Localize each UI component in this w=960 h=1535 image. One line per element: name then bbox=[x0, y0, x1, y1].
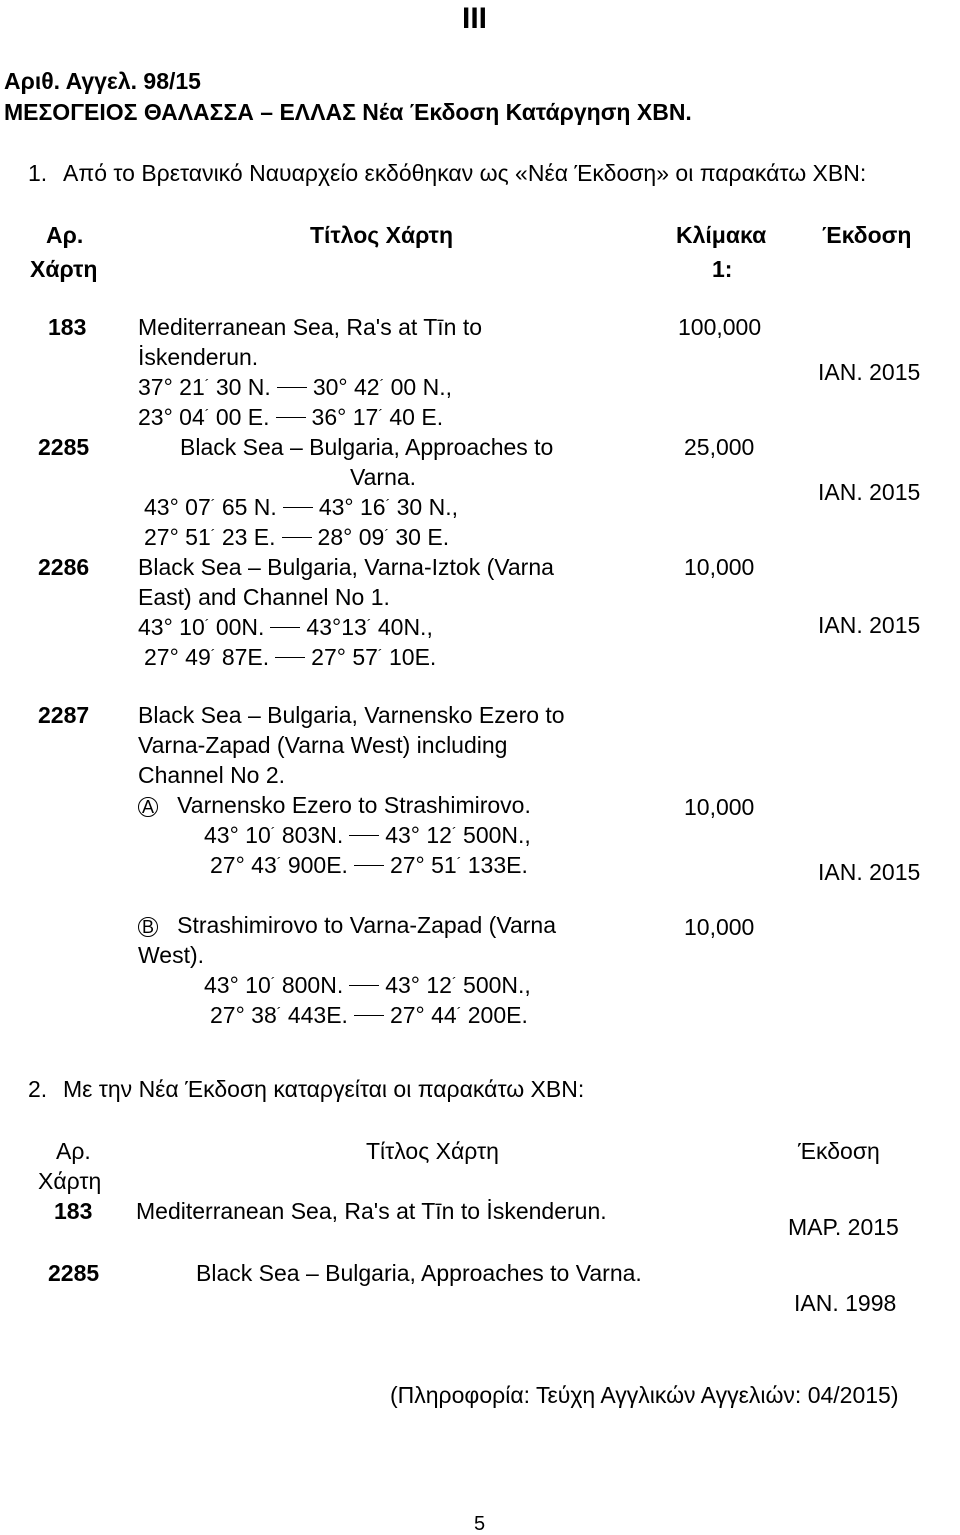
chart-edition: ΙΑΝ. 2015 bbox=[818, 359, 921, 385]
panel-b bbox=[138, 914, 556, 937]
s2-col-chart-header-2: Χάρτη bbox=[38, 1168, 102, 1194]
panel-b-latitude: 43° 10´ 800N. 43° 12´ 500N., bbox=[204, 972, 531, 998]
s2-col-title-header: Τίτλος Χάρτη bbox=[366, 1138, 499, 1164]
chart-edition: ΜΑΡ. 2015 bbox=[788, 1214, 899, 1240]
source-note: (Πληροφορία: Τεύχη Αγγλικών Αγγελιών: 04/2015) bbox=[390, 1382, 899, 1408]
col-scale-header-2: 1: bbox=[712, 256, 733, 282]
panel-a-letter: A bbox=[138, 797, 158, 817]
page-roman-numeral: III bbox=[462, 2, 488, 35]
panel-b-letter: B bbox=[138, 917, 158, 937]
chart-scale: 100,000 bbox=[678, 314, 762, 340]
s2-col-edition-header: Έκδοση bbox=[798, 1138, 880, 1164]
s2-col-chart-header: Αρ. bbox=[56, 1138, 91, 1164]
chart-edition: ΙΑΝ. 2015 bbox=[818, 479, 921, 505]
chart-title: Black Sea – Bulgaria, Varnensko Ezero to bbox=[138, 702, 565, 728]
col-edition-header: Έκδοση bbox=[822, 222, 912, 248]
notice-number: Αριθ. Αγγελ. 98/15 bbox=[4, 68, 201, 94]
chart-title: Black Sea – Bulgaria, Approaches to Varna. bbox=[196, 1260, 642, 1286]
chart-title-cont: Varna. bbox=[350, 464, 417, 490]
panel-b-title-cont: West). bbox=[138, 942, 205, 968]
panel-b-title: Strashimirovo to Varna-Zapad (Varna bbox=[177, 912, 556, 938]
chart-title: Black Sea – Bulgaria, Approaches to bbox=[180, 434, 554, 460]
panel-a-title: Varnensko Ezero to Strashimirovo. bbox=[177, 792, 531, 818]
panel-a-scale: 10,000 bbox=[684, 794, 755, 820]
panel-a bbox=[138, 794, 531, 817]
chart-edition: ΙΑΝ. 2015 bbox=[818, 612, 921, 638]
section2-number: 2. bbox=[28, 1076, 48, 1102]
chart-number: 2285 bbox=[38, 434, 90, 460]
chart-number: 2286 bbox=[38, 554, 90, 580]
chart-title: Mediterranean Sea, Ra's at Tīn to bbox=[138, 314, 483, 340]
latitude-range: 43° 07´ 65 N. 43° 16´ 30 N., bbox=[144, 494, 459, 520]
chart-title: Black Sea – Bulgaria, Varna-Iztok (Varna bbox=[138, 554, 554, 580]
col-chart-header: Αρ. bbox=[46, 222, 84, 248]
panel-b-scale: 10,000 bbox=[684, 914, 755, 940]
longitude-range: 23° 04´ 00 E. 36° 17´ 40 E. bbox=[138, 404, 444, 430]
chart-title-cont: East) and Channel No 1. bbox=[138, 584, 390, 610]
section1-number: 1. bbox=[28, 160, 48, 186]
chart-number: 2285 bbox=[48, 1260, 100, 1286]
chart-title-cont: Channel No 2. bbox=[138, 762, 286, 788]
chart-edition: ΙΑΝ. 1998 bbox=[794, 1290, 897, 1316]
panel-b-longitude: 27° 38´ 443E. 27° 44´ 200E. bbox=[210, 1002, 528, 1028]
col-chart-header-2: Χάρτη bbox=[30, 256, 98, 282]
page-number: 5 bbox=[474, 1513, 486, 1535]
longitude-range: 27° 49´ 87E. 27° 57´ 10E. bbox=[144, 644, 437, 670]
panel-a-longitude: 27° 43´ 900E. 27° 51´ 133E. bbox=[210, 852, 528, 878]
chart-number: 183 bbox=[48, 314, 87, 340]
section2-text: Με την Νέα Έκδοση καταργείται οι παρακάτω ΧΒΝ: bbox=[63, 1076, 585, 1102]
chart-title-cont: İskenderun. bbox=[138, 344, 259, 370]
chart-scale: 25,000 bbox=[684, 434, 755, 460]
chart-scale: 10,000 bbox=[684, 554, 755, 580]
longitude-range: 27° 51´ 23 E. 28° 09´ 30 E. bbox=[144, 524, 450, 550]
chart-title-cont: Varna-Zapad (Varna West) including bbox=[138, 732, 508, 758]
col-title-header: Τίτλος Χάρτη bbox=[310, 222, 453, 248]
latitude-range: 43° 10´ 00N. 43°13´ 40N., bbox=[138, 614, 433, 640]
chart-number: 183 bbox=[54, 1198, 93, 1224]
panel-a-latitude: 43° 10´ 803N. 43° 12´ 500N., bbox=[204, 822, 531, 848]
section1-text: Από το Βρετανικό Ναυαρχείο εκδόθηκαν ως «Νέα Έκδοση» οι παρακάτω ΧΒΝ: bbox=[63, 160, 867, 186]
notice-subject: ΜΕΣΟΓΕΙΟΣ ΘΑΛΑΣΣΑ – ΕΛΛΑΣ Νέα Έκδοση Κατάργηση ΧΒΝ. bbox=[4, 99, 692, 125]
chart-title: Mediterranean Sea, Ra's at Tīn to İskenderun. bbox=[136, 1198, 607, 1224]
chart-edition: ΙΑΝ. 2015 bbox=[818, 859, 921, 885]
latitude-range: 37° 21´ 30 N. 30° 42´ 00 N., bbox=[138, 374, 453, 400]
col-scale-header: Κλίμακα bbox=[676, 222, 767, 248]
chart-number: 2287 bbox=[38, 702, 90, 728]
